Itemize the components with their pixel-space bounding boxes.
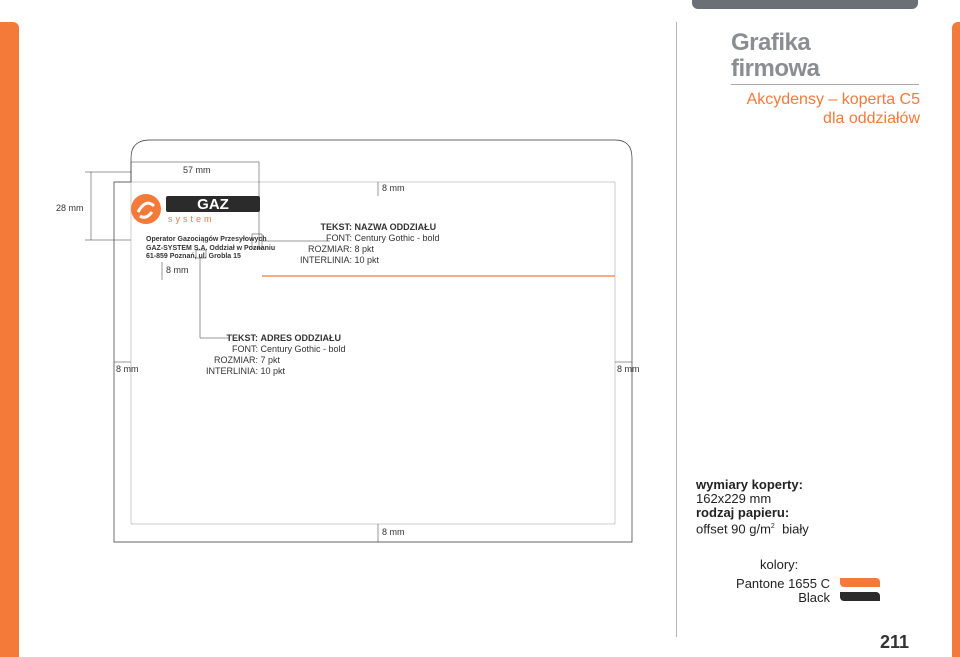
logo-circle <box>131 194 161 224</box>
spec-name-k2: FONT: <box>326 233 352 243</box>
spec-name-k3: ROZMIAR: <box>308 244 352 254</box>
dim-logo-8: 8 mm <box>166 265 189 275</box>
envelope-info <box>696 478 809 536</box>
color-black: Black <box>798 590 830 605</box>
dim-left-8: 8 mm <box>116 364 139 374</box>
subtitle-line-1: Akcydensy – koperta C5 <box>746 91 920 108</box>
dim-28: 28 mm <box>56 203 84 213</box>
spec-address-v4: 10 pkt <box>260 366 286 376</box>
spec-name-v3: 8 pkt <box>354 244 375 254</box>
spec-address-k4: INTERLINIA: <box>206 366 259 376</box>
black-swatch <box>840 592 880 601</box>
orange-swatch <box>840 578 880 587</box>
spec-name-v4: 10 pkt <box>354 255 380 265</box>
dim-bottom-8: 8 mm <box>382 527 405 537</box>
spec-address-v3: 7 pkt <box>260 355 281 365</box>
spec-name-v1: NAZWA ODDZIAŁU <box>354 222 437 232</box>
title-rule <box>731 84 919 85</box>
color-pantone: Pantone 1655 C <box>736 576 830 591</box>
spec-address <box>206 333 346 377</box>
address-block <box>146 236 275 262</box>
spec-address-k2: FONT: <box>232 344 258 354</box>
logo-text: GAZ <box>197 196 229 213</box>
logo-word: system <box>168 214 215 224</box>
dim-57: 57 mm <box>183 165 211 175</box>
page-subtitle <box>720 90 920 128</box>
paper-sup: 2 <box>770 523 775 530</box>
title-line-1: Grafika <box>731 29 811 56</box>
paper-row <box>696 520 809 536</box>
dim-top-8: 8 mm <box>382 183 405 193</box>
paper-value: offset 90 g/m <box>696 521 771 537</box>
spec-address-v1: ADRES ODDZIAŁU <box>260 333 342 343</box>
paper-color: biały <box>782 521 809 537</box>
colors-label: kolory: <box>760 557 799 572</box>
title-line-2: firmowa <box>731 55 820 82</box>
subtitle-line-2: dla oddziałów <box>823 110 920 127</box>
page-title <box>731 30 820 82</box>
address-line-1: Operator Gazociągów Przesyłowych <box>146 236 267 243</box>
spec-address-k1: TEKST: <box>226 333 258 343</box>
paper-label: rodzaj papieru: <box>696 505 790 520</box>
page-number: 211 <box>880 632 910 652</box>
address-line-2: GAZ-SYSTEM S.A. Oddział w Poznaniu <box>146 244 276 252</box>
right-orange-bar <box>952 22 960 657</box>
spec-name-k4: INTERLINIA: <box>300 255 353 265</box>
spec-name-v2: Century Gothic - bold <box>354 233 440 243</box>
top-tab <box>692 0 918 9</box>
spec-address-k3: ROZMIAR: <box>214 355 258 365</box>
address-line-3: 61-859 Poznań, ul. Grobla 15 <box>146 253 241 260</box>
dim-right-8: 8 mm <box>617 364 640 374</box>
dims-label: wymiary koperty: <box>696 477 803 492</box>
dims-value: 162x229 mm <box>696 491 772 506</box>
spec-name <box>300 222 440 266</box>
spec-address-v2: Century Gothic - bold <box>260 344 346 354</box>
spec-name-k1: TEKST: <box>320 222 352 232</box>
